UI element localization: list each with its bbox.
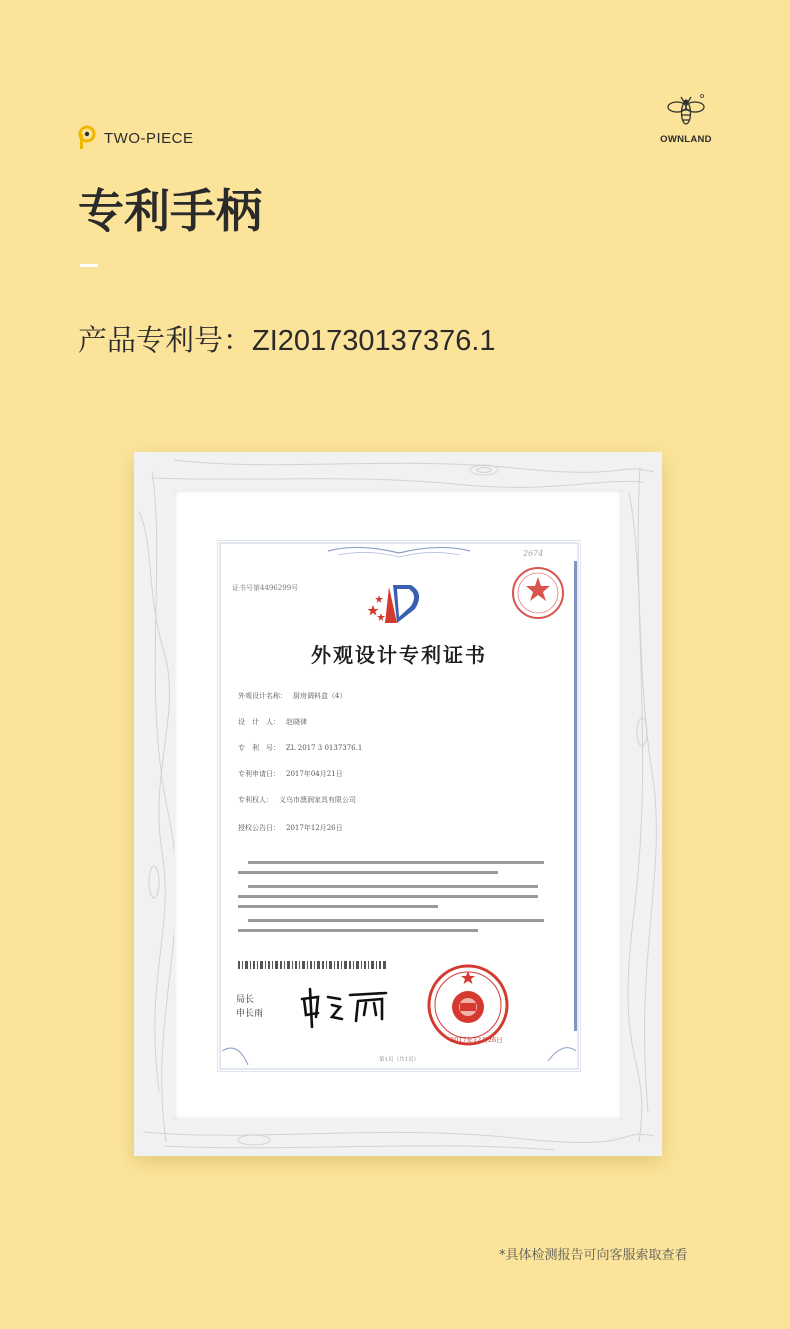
field-label: 专利权人： — [238, 796, 273, 804]
certificate-frame — [134, 452, 662, 1156]
frame-mat — [174, 490, 622, 1120]
two-piece-brand-name: TWO-PIECE — [104, 129, 194, 147]
certificate-page-footer: 第1页（共1页） — [379, 1057, 419, 1063]
certificate-title: 外观设计专利证书 — [311, 643, 487, 667]
field-application-date — [238, 769, 343, 779]
field-value: 厨房调料盒（4） — [293, 692, 347, 700]
page-title: 专利手柄 — [78, 184, 262, 238]
director-signature — [296, 985, 396, 1029]
director-name: 申长雨 — [236, 1009, 264, 1019]
field-patent-number — [238, 743, 362, 753]
field-value: 2017年04月21日 — [286, 770, 343, 778]
signature-labels — [236, 993, 263, 1021]
field-label: 专利申请日： — [238, 770, 280, 778]
patent-number-label: 产品专利号： — [78, 323, 253, 357]
certificate-serial: 2674 — [523, 549, 544, 558]
patent-office-emblem-icon — [363, 579, 429, 627]
field-value: ZL 2017 3 0137376.1 — [286, 744, 363, 752]
p-logo-icon — [78, 125, 96, 151]
certificate-number: 证书号第4496299号 — [232, 584, 299, 592]
top-red-stamp-icon — [510, 565, 566, 621]
bee-logo-icon — [666, 92, 706, 134]
field-label: 授权公告日： — [238, 824, 280, 832]
field-value: 义乌市澳润家具有限公司 — [279, 796, 356, 804]
field-value: 赵晓律 — [286, 718, 307, 726]
field-design-name — [238, 691, 346, 701]
title-divider — [80, 264, 98, 267]
field-label: 外观设计名称： — [238, 692, 287, 700]
director-title: 局长 — [236, 995, 255, 1005]
seal-date: 2017年12月26日 — [450, 1036, 503, 1044]
field-designer — [238, 717, 307, 727]
field-value: 2017年12月26日 — [286, 824, 343, 832]
ownland-brand — [650, 92, 722, 145]
footnote: *具体检测报告可向客服索取查看 — [499, 1248, 688, 1263]
patent-number-line — [78, 318, 496, 359]
field-patentee — [238, 795, 356, 805]
two-piece-brand — [78, 125, 194, 151]
field-label: 设 计 人： — [238, 718, 280, 726]
certificate-body-text — [238, 859, 556, 955]
field-grant-date — [238, 823, 343, 833]
patent-number-value: ZI201730137376.1 — [252, 325, 496, 357]
barcode-strip — [238, 961, 388, 969]
field-label: 专 利 号： — [238, 744, 280, 752]
ownland-brand-name: OWNLAND — [660, 134, 712, 145]
patent-certificate — [217, 540, 581, 1072]
